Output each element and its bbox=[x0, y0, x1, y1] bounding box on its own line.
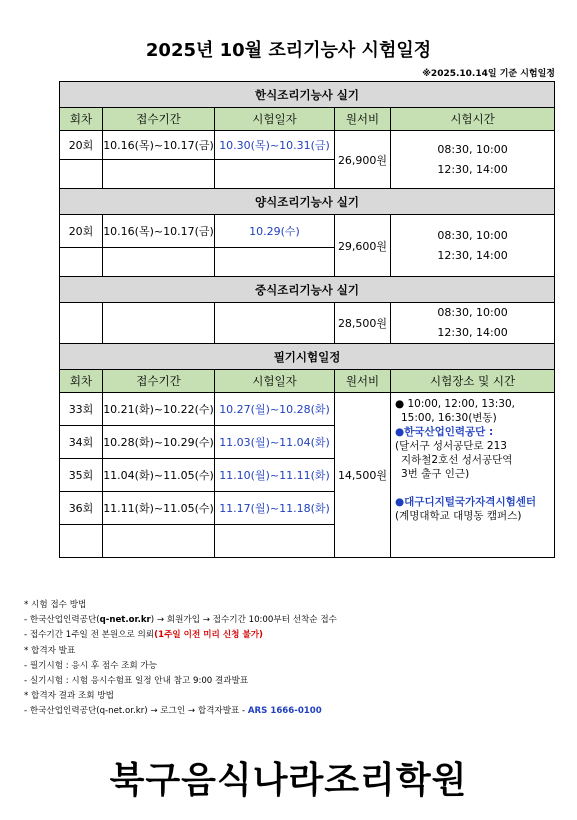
table-row bbox=[60, 131, 555, 160]
header-exam-date: 시험일자 bbox=[215, 108, 335, 131]
time-line: 08:30, 10:00 bbox=[437, 142, 508, 156]
header-exam-time: 시험시간 bbox=[391, 108, 555, 131]
reg-period-cell: 10.16(목)~10.17(금) bbox=[103, 131, 215, 160]
note-line bbox=[24, 704, 337, 719]
section-western-practical bbox=[60, 189, 555, 215]
empty-cell bbox=[215, 525, 335, 558]
time-line: 12:30, 14:00 bbox=[437, 162, 508, 176]
exam-time-cell bbox=[391, 215, 555, 277]
round-cell: 36회 bbox=[60, 492, 103, 525]
empty-cell bbox=[60, 160, 103, 189]
section-title: 필기시험일정 bbox=[60, 344, 555, 370]
exam-date-cell: 11.03(월)~11.04(화) bbox=[215, 426, 335, 459]
time-line: 08:30, 10:00 bbox=[437, 228, 508, 242]
note-text: ) → 회원가입 → 접수기간 10:00부터 선착순 접수 bbox=[150, 615, 337, 626]
time-line: 12:30, 14:00 bbox=[437, 248, 508, 262]
empty-cell bbox=[60, 248, 103, 277]
empty-cell bbox=[215, 160, 335, 189]
written-times: ● 10:00, 12:00, 13:30, bbox=[395, 398, 515, 410]
exam-date-cell: 10.27(월)~10.28(화) bbox=[215, 393, 335, 426]
note-text: - 접수기간 1주일 전 본원으로 의뢰 bbox=[24, 630, 155, 641]
empty-cell bbox=[103, 303, 215, 344]
table-row bbox=[60, 303, 555, 344]
note-line: * 시험 접수 방법 bbox=[24, 600, 87, 610]
round-cell: 33회 bbox=[60, 393, 103, 426]
schedule-table bbox=[59, 81, 555, 558]
empty-cell bbox=[215, 303, 335, 344]
header-place-time: 시험장소 및 시간 bbox=[391, 370, 555, 393]
reg-period-cell: 11.04(화)~11.05(수) bbox=[103, 459, 215, 492]
round-cell: 20회 bbox=[60, 131, 103, 160]
header-exam-date: 시험일자 bbox=[215, 370, 335, 393]
header-reg-period: 접수기간 bbox=[103, 370, 215, 393]
header-reg-period: 접수기간 bbox=[103, 108, 215, 131]
note-text: - 한국산업인력공단( bbox=[24, 615, 100, 626]
empty-cell bbox=[215, 248, 335, 277]
round-cell: 34회 bbox=[60, 426, 103, 459]
org-address: 3번 출구 인근) bbox=[401, 468, 470, 480]
reg-period-cell: 10.21(화)~10.22(수) bbox=[103, 393, 215, 426]
exam-date-cell: 11.10(월)~11.11(화) bbox=[215, 459, 335, 492]
note-line: * 합격자 결과 조회 방법 bbox=[24, 691, 114, 702]
exam-date-cell: 11.17(월)~11.18(화) bbox=[215, 492, 335, 525]
org-address: 지하철2호선 성서공단역 bbox=[401, 454, 513, 466]
header-fee: 원서비 bbox=[335, 108, 391, 131]
section-written-exam bbox=[60, 344, 555, 370]
note-line: * 합격자 발표 bbox=[24, 645, 76, 656]
org-hrdkorea: ●한국산업인력공단 : bbox=[395, 426, 494, 438]
written-times: 15:00, 16:30(변동) bbox=[401, 412, 497, 424]
empty-cell bbox=[103, 525, 215, 558]
header-fee: 원서비 bbox=[335, 370, 391, 393]
reg-period-cell: 11.11(화)~11.05(수) bbox=[103, 492, 215, 525]
header-row bbox=[60, 108, 555, 131]
note-line bbox=[24, 628, 337, 643]
place-time-cell bbox=[391, 393, 555, 558]
table-row bbox=[60, 215, 555, 248]
exam-time-cell bbox=[391, 131, 555, 189]
note-line: - 필기시험 : 응시 후 점수 조회 가능 bbox=[24, 660, 158, 671]
note-warning: (1주일 이전 미리 신청 불가) bbox=[154, 630, 263, 641]
fee-cell: 28,500원 bbox=[335, 303, 391, 344]
header-row bbox=[60, 370, 555, 393]
reg-period-cell: 10.16(목)~10.17(금) bbox=[103, 215, 215, 248]
section-title: 양식조리기능사 실기 bbox=[60, 189, 555, 215]
org-address: (계명대학교 대명동 캠퍼스) bbox=[395, 510, 522, 522]
section-korean-practical bbox=[60, 82, 555, 108]
round-cell: 35회 bbox=[60, 459, 103, 492]
page-title: 2025년 10월 조리기능사 시험일정 bbox=[145, 40, 432, 61]
fee-cell: 29,600원 bbox=[335, 215, 391, 277]
fee-cell: 26,900원 bbox=[335, 131, 391, 189]
notes-section bbox=[24, 598, 337, 720]
table-row bbox=[60, 393, 555, 426]
note-line: - 실기시험 : 시험 응시수험표 일정 안내 참고 9:00 결과발표 bbox=[24, 676, 249, 687]
reg-period-cell: 10.28(화)~10.29(수) bbox=[103, 426, 215, 459]
section-title: 중식조리기능사 실기 bbox=[60, 277, 555, 303]
empty-cell bbox=[103, 160, 215, 189]
empty-cell bbox=[60, 525, 103, 558]
ars-number: ARS 1666-0100 bbox=[247, 706, 322, 717]
header-round: 회차 bbox=[60, 108, 103, 131]
qnet-url: q-net.or.kr bbox=[99, 615, 151, 626]
round-cell: 20회 bbox=[60, 215, 103, 248]
empty-cell bbox=[103, 248, 215, 277]
exam-time-cell bbox=[391, 303, 555, 344]
empty-cell bbox=[60, 303, 103, 344]
header-round: 회차 bbox=[60, 370, 103, 393]
note-text: - 한국산업인력공단(q-net.or.kr) → 로그인 → 합격자발표 - bbox=[24, 706, 248, 717]
fee-cell: 14,500원 bbox=[335, 393, 391, 558]
time-line: 08:30, 10:00 bbox=[437, 306, 508, 319]
section-title: 한식조리기능사 실기 bbox=[60, 82, 555, 108]
as-of-date: ※2025.10.14일 기준 시험일정 bbox=[422, 69, 555, 79]
exam-date-cell: 10.29(수) bbox=[215, 215, 335, 248]
academy-name: 북구음식나라조리학원 bbox=[109, 760, 468, 801]
note-line bbox=[24, 613, 337, 628]
org-daegu-center: ●대구디지털국가자격시험센터 bbox=[395, 496, 537, 508]
exam-date-cell: 10.30(목)~10.31(금) bbox=[215, 131, 335, 160]
time-line: 12:30, 14:00 bbox=[437, 326, 508, 339]
section-chinese-practical bbox=[60, 277, 555, 303]
org-address: (달서구 성서공단로 213 bbox=[395, 440, 507, 452]
